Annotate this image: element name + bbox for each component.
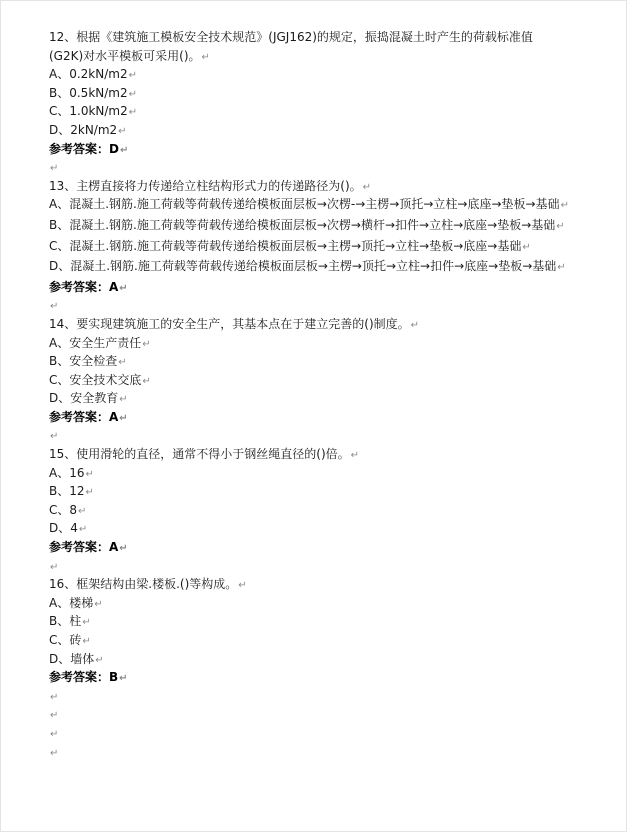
paragraph-mark-icon: ↵: [410, 319, 420, 331]
answer-line: [49, 668, 609, 687]
document-body: [49, 28, 609, 761]
option-text: A、16: [49, 465, 85, 480]
paragraph-mark-icon: ↵: [50, 561, 59, 573]
paragraph-mark-icon: ↵: [50, 163, 59, 175]
question-stem-line: [49, 28, 609, 47]
paragraph-mark-icon: ↵: [85, 487, 94, 499]
paragraph-mark-icon: ↵: [119, 394, 128, 406]
empty-paragraph: [49, 557, 609, 576]
option-b: [49, 612, 609, 631]
paragraph-mark-icon: ↵: [128, 107, 138, 119]
option-text: C、安全技术交底: [49, 372, 142, 387]
paragraph-mark-icon: ↵: [362, 181, 372, 193]
question-stem-line: [49, 315, 609, 334]
paragraph-mark-icon: ↵: [119, 673, 128, 685]
question-15: [49, 445, 609, 557]
question-12: [49, 28, 609, 158]
option-c: [49, 237, 609, 258]
question-14: [49, 315, 609, 427]
question-stem-text: 14、要实现建筑施工的安全生产，其基本点在于建立完善的()制度。: [49, 316, 410, 331]
paragraph-mark-icon: ↵: [78, 524, 88, 536]
answer-text: 参考答案：A: [49, 279, 119, 294]
empty-paragraph: [49, 743, 609, 762]
question-stem-line: [49, 47, 609, 66]
answer-line: [49, 278, 609, 297]
empty-paragraph: [49, 296, 609, 315]
paragraph-mark-icon: ↵: [50, 710, 59, 722]
paragraph-mark-icon: ↵: [82, 617, 91, 629]
paragraph-mark-icon: ↵: [350, 450, 360, 462]
option-text: A、混凝土.钢筋.施工荷载等荷载传递给模板面层板→次楞-→主楞→顶托→立柱→底座→垫板→基础: [49, 197, 560, 212]
question-stem-text: 16、框架结构由梁.楼板.()等构成。: [49, 577, 238, 592]
option-b: [49, 352, 609, 371]
question-16: [49, 575, 609, 687]
paragraph-mark-icon: ↵: [557, 262, 566, 274]
question-stem-text: 12、根据《建筑施工模板安全技术规范》(JGJ162)的规定，振捣混凝土时产生的荷载标准值: [49, 30, 533, 44]
question-stem-line: [49, 445, 609, 464]
option-b: [49, 482, 609, 501]
paragraph-mark-icon: ↵: [119, 144, 129, 156]
option-c: [49, 501, 609, 520]
option-text: C、8: [49, 502, 78, 517]
option-c: [49, 371, 609, 390]
paragraph-mark-icon: ↵: [142, 375, 151, 387]
option-text: D、4: [49, 521, 78, 536]
option-text: C、混凝土.钢筋.施工荷载等荷载传递给模板面层板→主楞→顶托→立柱→垫板→底座→基础: [49, 238, 522, 253]
empty-paragraph: [49, 158, 609, 177]
answer-text: 参考答案：D: [49, 141, 119, 156]
option-text: D、墙体: [49, 651, 95, 666]
answer-text: 参考答案：A: [49, 409, 119, 424]
paragraph-mark-icon: ↵: [78, 505, 87, 517]
answer-text: 参考答案：B: [49, 670, 119, 685]
option-d: [49, 519, 609, 538]
paragraph-mark-icon: ↵: [142, 338, 151, 350]
question-stem-line: [49, 177, 609, 196]
paragraph-mark-icon: ↵: [238, 580, 247, 592]
paragraph-mark-icon: ↵: [560, 200, 569, 212]
option-d: [49, 389, 609, 408]
empty-paragraph: [49, 426, 609, 445]
empty-paragraph: [49, 687, 609, 706]
option-text: C、1.0kN/m2: [49, 104, 128, 119]
paragraph-mark-icon: ↵: [50, 301, 59, 313]
option-text: D、安全教育: [49, 391, 119, 406]
option-text: D、混凝土.钢筋.施工荷载等荷载传递给模板面层板→主楞→顶托→立柱→扣件→底座→垫板→基础: [49, 259, 557, 274]
paragraph-mark-icon: ↵: [85, 468, 94, 480]
paragraph-mark-icon: ↵: [201, 51, 210, 63]
empty-paragraph: [49, 724, 609, 743]
option-d: [49, 650, 609, 669]
paragraph-mark-icon: ↵: [118, 357, 127, 369]
question-stem-text: (G2K)对水平模板可采用()。: [49, 48, 201, 63]
paragraph-mark-icon: ↵: [50, 747, 59, 759]
option-text: D、2kN/m2: [49, 122, 118, 137]
option-text: C、砖: [49, 633, 82, 647]
question-13: [49, 177, 609, 297]
option-text: A、楼梯: [49, 595, 94, 610]
option-a: [49, 65, 609, 84]
option-text: B、安全检查: [49, 354, 118, 369]
paragraph-mark-icon: ↵: [118, 125, 127, 137]
paragraph-mark-icon: ↵: [119, 282, 128, 294]
option-text: A、安全生产责任: [49, 335, 142, 350]
paragraph-mark-icon: ↵: [50, 431, 59, 443]
option-a: [49, 594, 609, 613]
answer-line: [49, 408, 609, 427]
option-d: [49, 257, 609, 278]
paragraph-mark-icon: ↵: [94, 598, 103, 610]
option-text: A、0.2kN/m2: [49, 67, 128, 82]
option-d: [49, 121, 609, 140]
answer-line: [49, 140, 609, 159]
option-text: B、柱: [49, 614, 82, 629]
empty-paragraph: [49, 705, 609, 724]
paragraph-mark-icon: ↵: [128, 70, 137, 82]
paragraph-mark-icon: ↵: [50, 691, 59, 703]
answer-text: 参考答案：A: [49, 540, 119, 555]
option-b: [49, 84, 609, 103]
option-b: [49, 216, 609, 237]
question-stem-text: 15、使用滑轮的直径，通常不得小于钢丝绳直径的()倍。: [49, 447, 350, 462]
paragraph-mark-icon: ↵: [128, 88, 138, 100]
option-c: [49, 102, 609, 121]
option-text: B、混凝土.钢筋.施工荷载等荷载传递给模板面层板→次楞→横杆→扣件→立柱→底座→垫板→基础: [49, 217, 556, 232]
paragraph-mark-icon: ↵: [556, 220, 565, 232]
paragraph-mark-icon: ↵: [119, 412, 128, 424]
paragraph-mark-icon: ↵: [95, 654, 104, 666]
paragraph-mark-icon: ↵: [50, 728, 59, 740]
paragraph-mark-icon: ↵: [119, 543, 128, 555]
option-a: [49, 195, 609, 216]
option-text: B、12: [49, 484, 85, 499]
paragraph-mark-icon: ↵: [522, 241, 531, 253]
option-c: [49, 631, 609, 650]
option-a: [49, 334, 609, 353]
question-stem-line: [49, 575, 609, 594]
option-text: B、0.5kN/m2: [49, 85, 128, 100]
question-stem-text: 13、主楞直接将力传递给立柱结构形式力的传递路径为()。: [49, 178, 362, 193]
option-a: [49, 464, 609, 483]
answer-line: [49, 538, 609, 557]
paragraph-mark-icon: ↵: [82, 636, 91, 647]
